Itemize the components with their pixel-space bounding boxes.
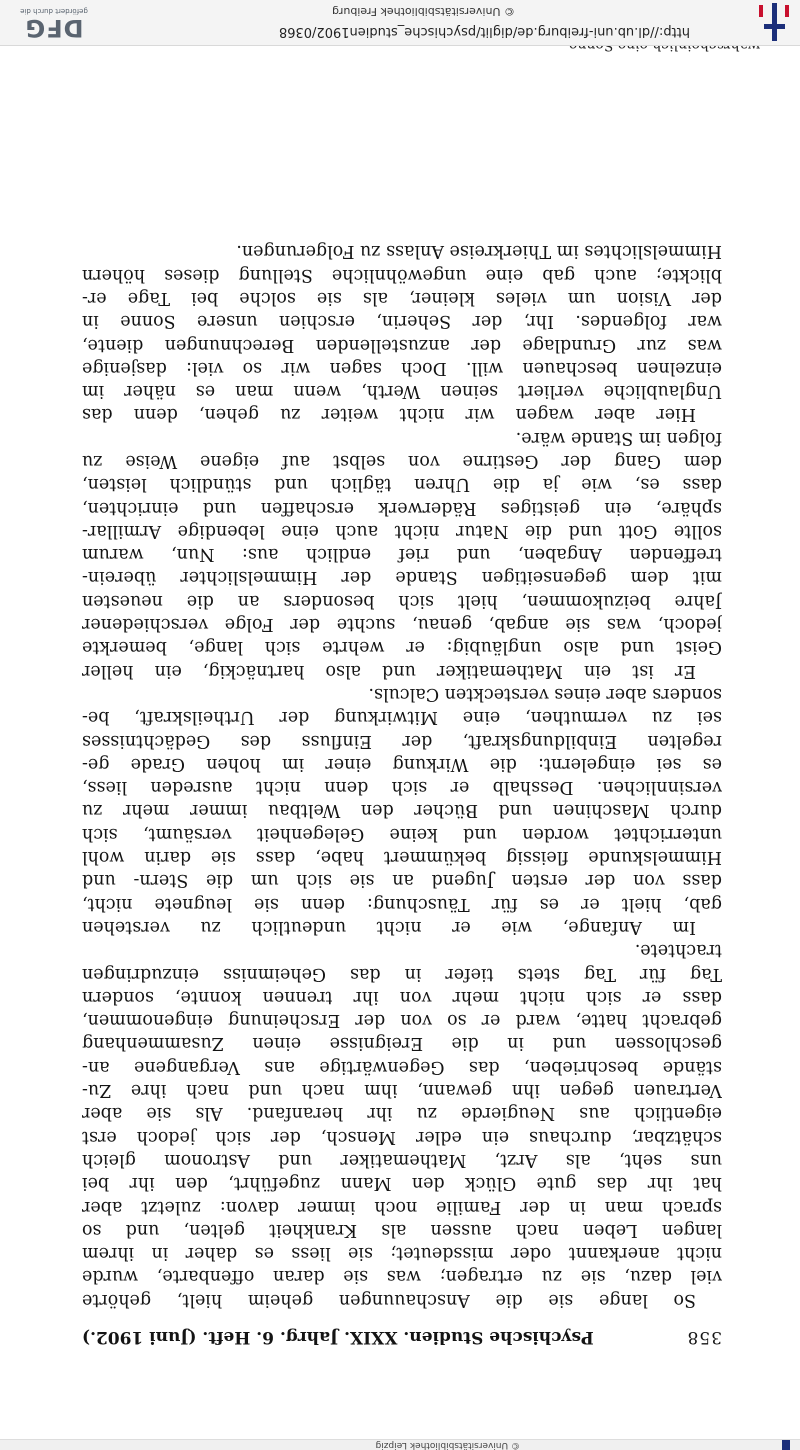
text-line: dass er sich nicht mehr von ihr trennen konnte, sondern: [82, 986, 722, 1007]
text-line: es sei eingelernt: die Wirkung einer im hohen Grade ge-: [82, 753, 722, 774]
text-line: dass es, wie ja die Uhren täglich und stündlich leisten,: [82, 474, 722, 495]
archive-owner: © Universitätsbibliothek Freiburg: [332, 5, 515, 18]
leipzig-credit: © Universitätsbibliothek Leipzig: [375, 1440, 520, 1450]
text-line: Geist und also ungläubig: er wehrte sich lange, bemerkte: [82, 637, 722, 658]
text-line: der Vision um vieles kleiner, als sie solche bei Tage er-: [82, 287, 722, 308]
text-line: Hier aber wagen wir nicht weiter zu gehen, denn das: [82, 404, 696, 425]
journal-title: Psychische Studien. XXIX. Jahrg. 6. Heft. (Juni 1902.): [82, 1327, 594, 1347]
dfg-logo: [8, 3, 100, 41]
text-line: So lange sie die Anschauungen geheim hielt, gehörte: [82, 1289, 696, 1310]
text-line: versinnlichen. Desshalb er sich denn nicht ausreden liess,: [82, 777, 722, 798]
text-line: jedoch, was sie angab, genau, suchte der Folge verschiedener: [82, 614, 722, 635]
text-line: unterrichtet worden und keine Gelegenheit versäumt, sich: [82, 823, 722, 844]
text-line: sonders aber eines versteckten Calculs.: [368, 683, 722, 704]
text-line: regelten Einbildungskraft, der Einfluss des Gedächtnisses: [82, 730, 722, 751]
page-number: 358: [686, 1327, 722, 1347]
text-line: eigentlich aus Neugierde zu ihr heranfand. Als sie aber: [82, 1103, 722, 1124]
text-line: was zur Grundlage der anzustellenden Berechnungen diente,: [82, 334, 722, 355]
text-line: sollte Gott und die Natur nicht auch eine lebendige Armillar-: [82, 520, 722, 541]
text-line: folgen im Stande wäre.: [515, 427, 722, 448]
text-line: uns seht, als Arzt, Mathematiker und Astronom gleich: [82, 1149, 722, 1170]
text-line: nicht anerkannt oder missdeutet; sie liess es daher in ihrem: [82, 1243, 722, 1264]
text-line: sprach man in der Familie noch immer davon: zuletzt aber: [82, 1196, 722, 1217]
text-line: stände beschrieben, das Gegenwärtige ans Vergangene an-: [82, 1056, 722, 1077]
archive-footer: [0, 0, 800, 46]
text-line: Himmelslichtes im Thierkreise Anlass zu Folgerungen.: [236, 241, 722, 262]
text-line: trachtete.: [634, 940, 722, 961]
text-line: durch Maschinen und Bücher den Weltbau immer mehr zu: [82, 800, 722, 821]
text-line: viel dazu, sie zu ertragen; was sie daran offenbarte, wurde: [82, 1266, 722, 1287]
text-line: treffenden Angaben, und rief endlich aus: Nun, warum: [82, 544, 722, 565]
text-line: geschlossen und in die Ereignisse einen Zusammenhang: [82, 1033, 722, 1054]
leipzig-strip: [0, 1439, 800, 1450]
text-line: Vertrauen gegen ihn gewann, ihm nach und nach ihre Zu-: [82, 1080, 722, 1101]
text-line: hat ihr das gute Glück den Mann zugeführt, den ihr bei: [82, 1173, 722, 1194]
ub-logo-icon: [754, 1, 794, 43]
text-line: dass von der ersten Jugend an sie sich um die Stern- und: [82, 870, 722, 891]
text-line: dem Gang der Gestirne von selbst auf eigene Weise zu: [82, 451, 722, 472]
text-line: Im Anfange, wie er nicht undeutlich zu verstehen: [82, 916, 696, 937]
text-line: Unglaubliche verliert seinen Werth, wenn man es näher im: [82, 381, 722, 402]
text-line: gebracht hatte, ward er so von der Erscheinung eingenommen,: [82, 1010, 722, 1031]
running-head: [82, 1325, 722, 1348]
dfg-logo-mark: DFG: [24, 14, 84, 42]
archive-url[interactable]: http://dl.ub.uni-freiburg.de/diglit/psychische_studien1902/0368: [278, 24, 690, 39]
text-line: einzelnen beschauen will. Doch sagen wir so viel: dasjenige: [82, 357, 722, 378]
dfg-logo-caption: gefördert durch die: [20, 7, 88, 15]
strip-marker: [782, 1440, 790, 1450]
text-line: Himmelskunde fleissig bekümmert habe, dass sie darin wohl: [82, 847, 722, 868]
paragraph: [82, 682, 722, 938]
text-line: gab, hielt er es für Täuschung: denn sie leugnete nicht,: [82, 893, 722, 914]
paragraph: [82, 425, 722, 681]
text-line: schätzbar, durchaus ein edler Mensch, der sich jedoch erst: [82, 1126, 722, 1147]
body-text: [82, 239, 722, 1311]
text-line: langen Leben nach aussen als Krankheit gelten, und so: [82, 1219, 722, 1240]
paragraph: [82, 938, 722, 1311]
text-line: Tag für Tag stets tiefer in das Geheimniss einzudringen: [82, 963, 722, 984]
page-body: [82, 239, 722, 1348]
text-line: sphäre, ein geistiges Räderwerk erschaffen und einrichten,: [82, 497, 722, 518]
text-line: sei zu vermuthen, eine Mitwirkung der Urtheilskraft, be-: [82, 707, 722, 728]
text-line: war folgendes. Ihr, der Seherin, erschien unsere Sonne in: [82, 311, 722, 332]
text-line: Er ist ein Mathematiker und also hartnäckig, ein heller: [82, 660, 696, 681]
text-line: mit dem gegenseitigen Stande der Himmelslichter überein-: [82, 567, 722, 588]
text-line: blickte; auch gab eine ungewöhnliche Stellung dieses höhern: [82, 264, 722, 285]
paragraph: [82, 239, 722, 425]
text-line: Jahre beizukommen, hielt sich besonders an die neuesten: [82, 590, 722, 611]
